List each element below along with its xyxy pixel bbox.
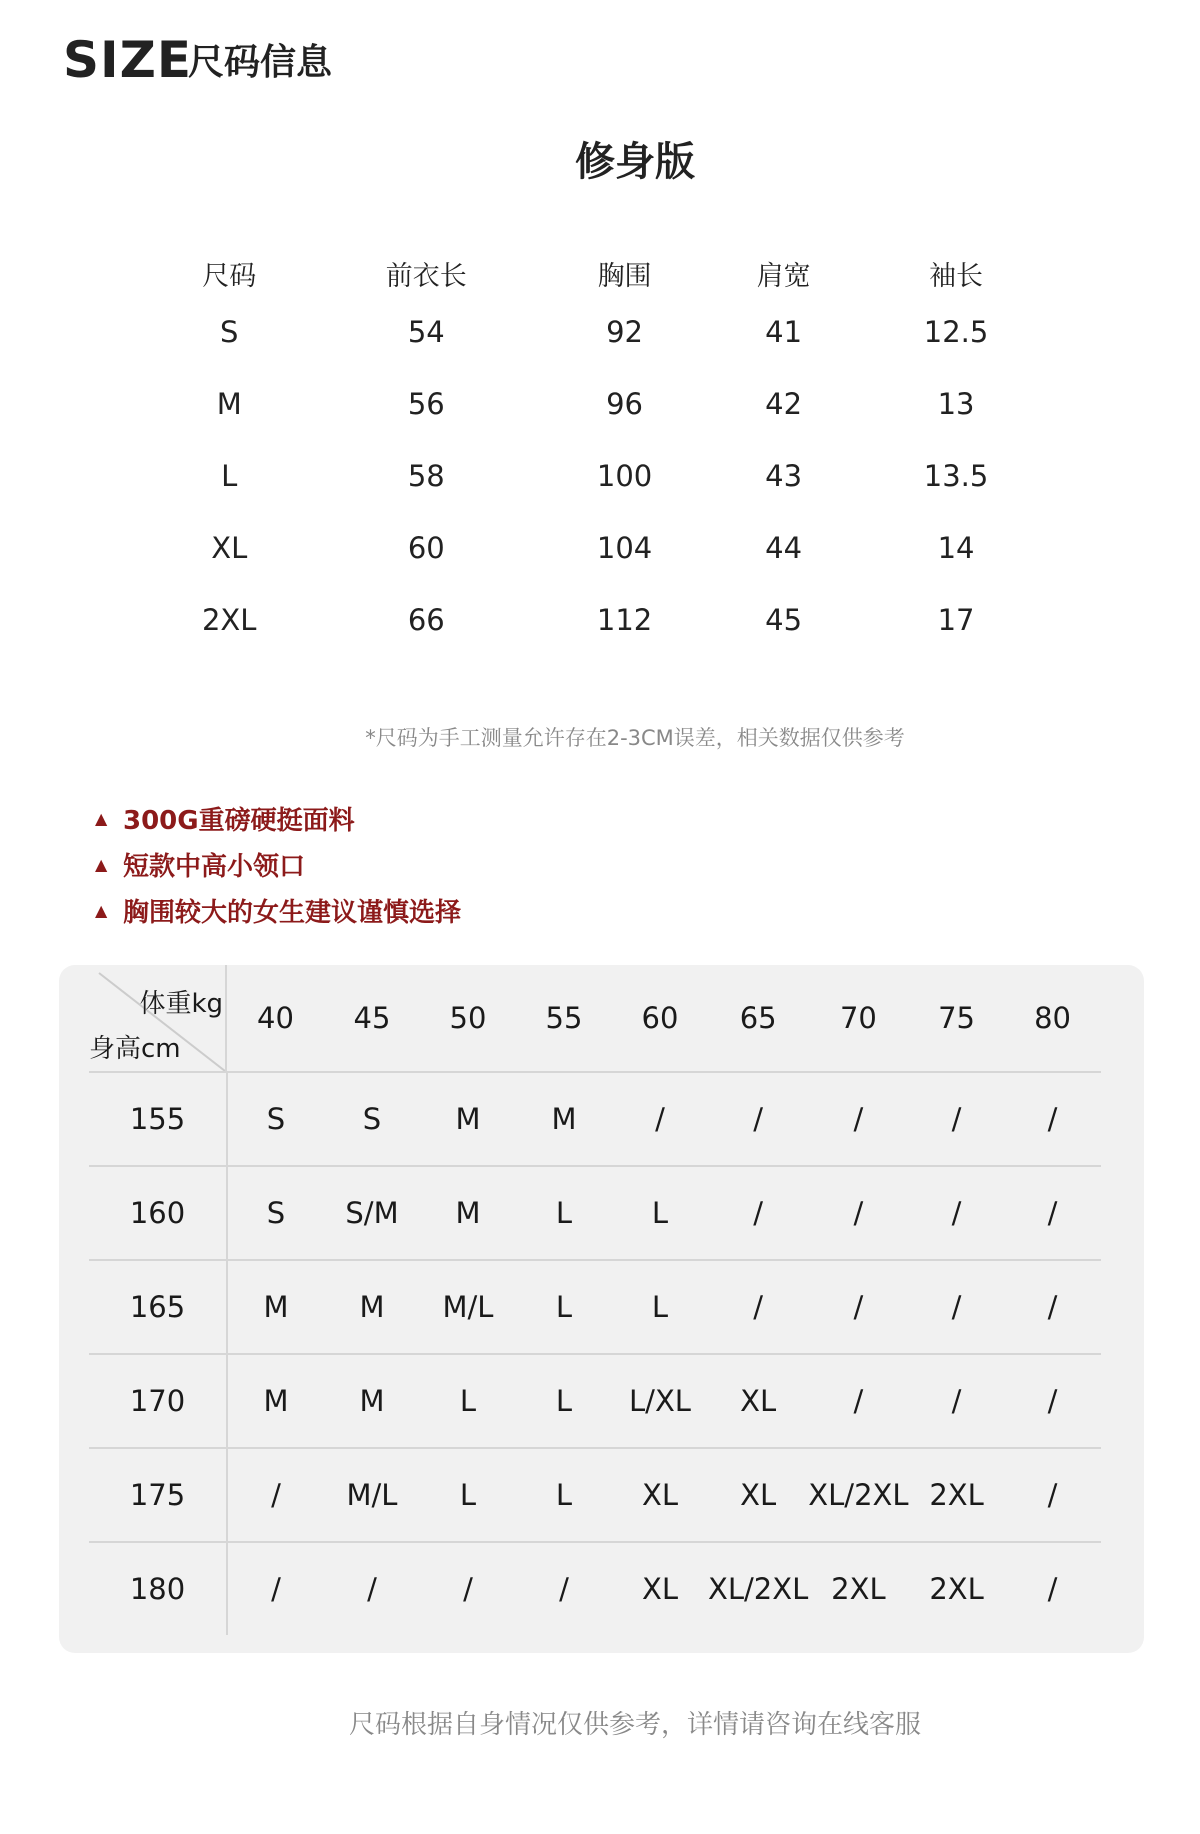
table-cell: /	[612, 1072, 708, 1166]
table-cell: XL	[708, 1448, 808, 1542]
table-cell: S	[220, 315, 239, 349]
feature-text: 短款中高小领口	[123, 851, 306, 882]
triangle-bullet-icon: ▲	[95, 900, 108, 920]
table-row	[150, 368, 1050, 440]
weight-header: 60	[641, 1001, 679, 1035]
table-cell: /	[808, 1354, 908, 1448]
table-cell: /	[1005, 1260, 1101, 1354]
table-cell: M/L	[324, 1448, 420, 1542]
table-cell: L	[221, 459, 238, 493]
weight-header: 65	[739, 1001, 777, 1035]
table-cell: 104	[596, 531, 653, 565]
table-cell: L	[516, 1354, 612, 1448]
table-cell: 54	[407, 315, 445, 349]
corner-cell	[89, 965, 227, 1072]
table-cell: /	[324, 1542, 420, 1635]
table-cell: 96	[606, 387, 644, 421]
height-header: 175	[89, 1448, 227, 1542]
weight-header: 40	[257, 1001, 294, 1035]
table-cell: 66	[407, 603, 445, 637]
table-cell: XL	[612, 1542, 708, 1635]
table-cell: /	[708, 1260, 808, 1354]
table-row	[150, 584, 1050, 656]
table-cell: 13.5	[923, 459, 989, 493]
table-cell: /	[708, 1166, 808, 1260]
table-cell: 2XL	[201, 603, 257, 637]
triangle-bullet-icon: ▲	[95, 808, 108, 828]
table-cell: M	[420, 1166, 516, 1260]
table-row	[89, 1448, 1101, 1542]
table-cell: 56	[407, 387, 445, 421]
size-measurement-table	[150, 250, 1050, 656]
table-cell: /	[708, 1072, 808, 1166]
table-row	[150, 512, 1050, 584]
table-cell: L	[420, 1354, 516, 1448]
table-cell: /	[1005, 1166, 1101, 1260]
size-recommendation-card	[59, 965, 1144, 1653]
table-row	[89, 1260, 1101, 1354]
table-cell: 44	[765, 531, 803, 565]
table-cell: 92	[606, 315, 644, 349]
table-cell: 2XL	[808, 1542, 908, 1635]
table-cell: /	[1005, 1542, 1101, 1635]
table-cell: XL/2XL	[708, 1542, 808, 1635]
weight-header: 45	[353, 1001, 391, 1035]
table-cell: L	[516, 1448, 612, 1542]
table-cell: 42	[765, 387, 803, 421]
table-row	[89, 1542, 1101, 1635]
column-header-size: 尺码	[202, 260, 257, 292]
column-header-front-length: 前衣长	[385, 260, 467, 292]
table-cell: M	[216, 387, 242, 421]
table-cell: L	[516, 1260, 612, 1354]
table-cell: /	[420, 1542, 516, 1635]
table-cell: 14	[937, 531, 975, 565]
table-cell: /	[1005, 1072, 1101, 1166]
table-row	[150, 440, 1050, 512]
table-row	[89, 1072, 1101, 1166]
list-item	[95, 887, 461, 933]
table-cell: 58	[407, 459, 445, 493]
weight-header: 80	[1034, 1001, 1072, 1035]
table-cell: S	[324, 1072, 420, 1166]
table-cell: /	[1005, 1354, 1101, 1448]
measurement-note: *尺码为手工测量允许存在2-3CM误差，相关数据仅供参考	[365, 726, 905, 750]
table-cell: 41	[765, 315, 803, 349]
weight-header: 70	[839, 1001, 877, 1035]
table-cell: L	[516, 1166, 612, 1260]
weight-header-row	[89, 965, 1101, 1072]
table-row	[150, 296, 1050, 368]
table-cell: 60	[407, 531, 445, 565]
feature-text: 胸围较大的女生建议谨慎选择	[123, 897, 462, 928]
table-cell: /	[909, 1166, 1005, 1260]
table-cell: L/XL	[612, 1354, 708, 1448]
table-cell: /	[909, 1354, 1005, 1448]
table-cell: 13	[937, 387, 975, 421]
list-item	[95, 841, 461, 887]
weight-header: 50	[449, 1001, 487, 1035]
table-cell: /	[808, 1260, 908, 1354]
table-cell: M	[420, 1072, 516, 1166]
table-cell: 112	[596, 603, 653, 637]
footer-note: 尺码根据自身情况仅供参考，详情请咨询在线客服	[348, 1710, 921, 1740]
feature-list	[95, 795, 461, 933]
table-cell: S	[227, 1072, 324, 1166]
height-header: 165	[89, 1260, 227, 1354]
weight-header: 75	[938, 1001, 976, 1035]
weight-axis-label: 体重kg	[139, 989, 223, 1019]
table-cell: M	[324, 1260, 420, 1354]
size-heading-en: SIZE	[63, 31, 193, 89]
table-cell: XL	[708, 1354, 808, 1448]
table-row	[89, 1166, 1101, 1260]
height-header: 160	[89, 1166, 227, 1260]
table-cell: /	[909, 1260, 1005, 1354]
column-header-chest: 胸围	[597, 260, 652, 292]
table-cell: M	[227, 1260, 324, 1354]
table-cell: S	[227, 1166, 324, 1260]
table-cell: 2XL	[909, 1448, 1005, 1542]
fit-type-title: 修身版	[575, 139, 695, 185]
feature-text: 300G重磅硬挺面料	[123, 805, 355, 836]
height-axis-label: 身高cm	[89, 1034, 181, 1064]
table-cell: L	[612, 1166, 708, 1260]
table-cell: L	[612, 1260, 708, 1354]
table-cell: /	[227, 1448, 324, 1542]
size-recommendation-table	[89, 965, 1101, 1635]
table-cell: XL	[211, 531, 248, 565]
table-cell: 45	[765, 603, 803, 637]
weight-header: 55	[545, 1001, 583, 1035]
column-header-sleeve: 袖长	[929, 260, 984, 292]
table-cell: /	[808, 1072, 908, 1166]
height-header: 155	[89, 1072, 227, 1166]
table-cell: XL/2XL	[808, 1448, 908, 1542]
table-cell: XL	[612, 1448, 708, 1542]
table-cell: /	[808, 1166, 908, 1260]
table-cell: 43	[765, 459, 803, 493]
table-cell: /	[909, 1072, 1005, 1166]
triangle-bullet-icon: ▲	[95, 854, 108, 874]
list-item	[95, 795, 461, 841]
table-cell: 2XL	[909, 1542, 1005, 1635]
height-header: 170	[89, 1354, 227, 1448]
table-cell: M	[227, 1354, 324, 1448]
table-cell: M	[324, 1354, 420, 1448]
size-table-header	[150, 250, 1050, 296]
table-cell: L	[420, 1448, 516, 1542]
table-cell: 17	[937, 603, 975, 637]
table-cell: /	[516, 1542, 612, 1635]
height-header: 180	[89, 1542, 227, 1635]
table-cell: M/L	[420, 1260, 516, 1354]
size-heading-zh: 尺码信息	[188, 42, 333, 83]
table-row	[89, 1354, 1101, 1448]
column-header-shoulder: 肩宽	[756, 260, 811, 292]
table-cell: S/M	[324, 1166, 420, 1260]
table-cell: 12.5	[923, 315, 989, 349]
table-cell: 100	[596, 459, 653, 493]
table-cell: /	[227, 1542, 324, 1635]
table-cell: M	[516, 1072, 612, 1166]
table-cell: /	[1005, 1448, 1101, 1542]
